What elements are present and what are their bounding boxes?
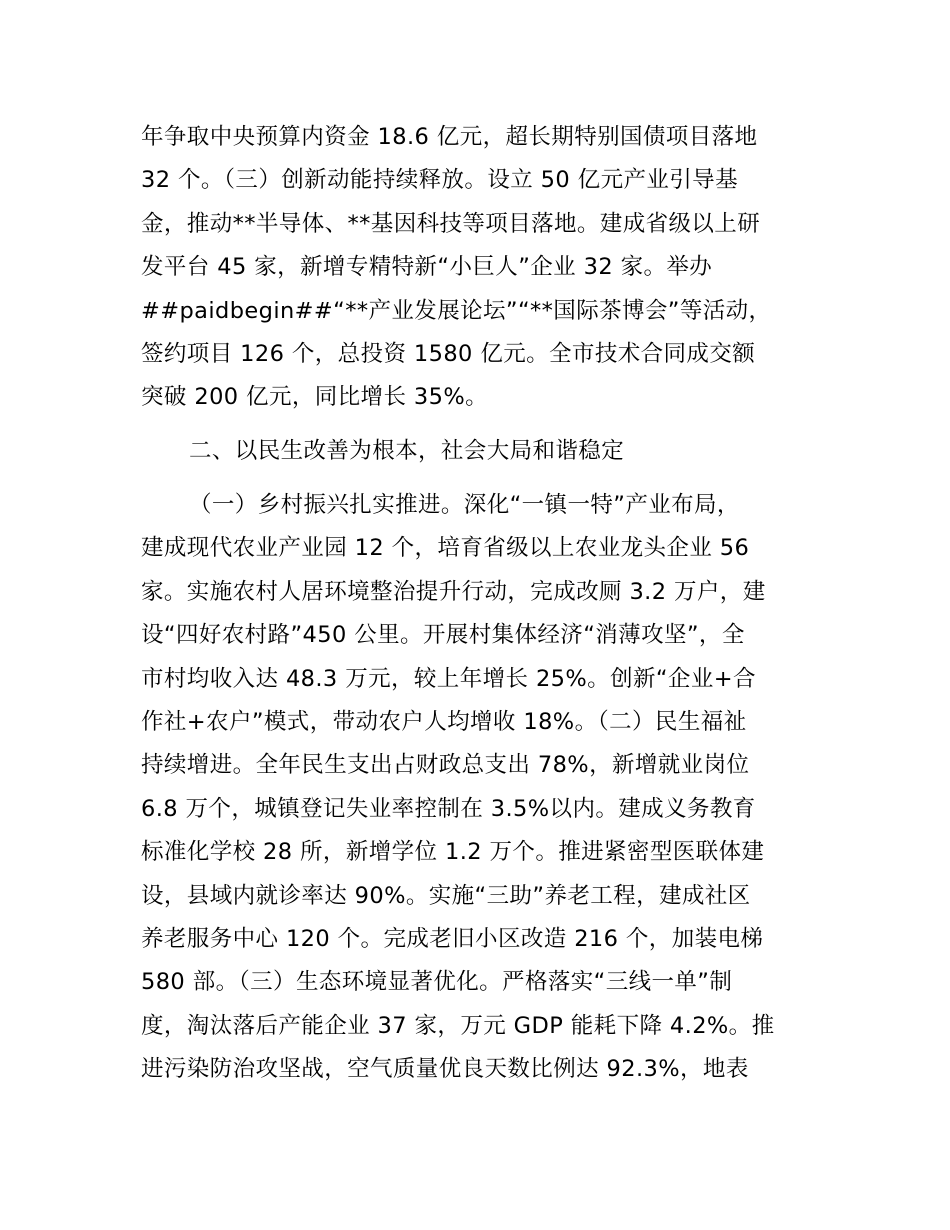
text-line: 签约项目 126 个，总投资 1580 亿元。全市技术合同成交额 (141, 340, 756, 367)
text-line: 32 个。（三）创新动能持续释放。设立 50 亿元产业引导基 (141, 167, 738, 194)
text-line: 设，县域内就诊率达 90%。实施“三助”养老工程，建成社区 (141, 882, 751, 909)
text-line: 市村均收入达 48.3 万元，较上年增长 25%。创新“企业+合 (141, 665, 756, 692)
text-line: 年争取中央预算内资金 18.6 亿元，超长期特别国债项目落地 (141, 124, 758, 150)
paragraph-innovation (141, 116, 841, 420)
text-line: 养老服务中心 120 个。完成老旧小区改造 216 个，加装电梯 (141, 925, 764, 952)
text-line: 持续增进。全年民生支出占财政总支出 78%，新增就业岗位 (141, 752, 750, 779)
text-line: ##paidbegin##“**产业发展论坛”“**国际茶博会”等活动， (141, 297, 772, 324)
section-heading: 二、以民生改善为根本，社会大局和谐稳定 (189, 438, 625, 464)
text-line: 作社+农户”模式，带动农户人均增收 18%。（二）民生福祉 (141, 708, 747, 735)
text-line: 突破 200 亿元，同比增长 35%。 (141, 384, 489, 411)
text-line: 设“四好农村路”450 公里。开展村集体经济“消薄攻坚”，全 (141, 622, 745, 649)
text-line: （一）乡村振兴扎实推进。深化“一镇一特”产业布局， (189, 492, 740, 518)
text-line: 度，淘汰落后产能企业 37 家，万元 GDP 能耗下降 4.2%。推 (141, 1012, 775, 1039)
text-line: 580 部。（三）生态环境显著优化。严格落实“三线一单”制 (141, 969, 733, 996)
paragraph-livelihood (141, 484, 841, 1091)
text-line: 发平台 45 家，新增专精特新“小巨人”企业 32 家。举办 (141, 254, 713, 281)
text-line: 6.8 万个，城镇登记失业率控制在 3.5%以内。建成义务教育 (141, 795, 756, 822)
text-line: 进污染防治攻坚战，空气质量优良天数比例达 92.3%，地表 (141, 1056, 749, 1083)
text-line: 建成现代农业产业园 12 个，培育省级以上农业龙头企业 56 (141, 535, 750, 562)
text-line: 金，推动**半导体、**基因科技等项目落地。建成省级以上研 (141, 210, 761, 237)
text-line: 家。实施农村人居环境整治提升行动，完成改厕 3.2 万户，建 (141, 578, 766, 605)
text-line: 标准化学校 28 所，新增学位 1.2 万个。推进紧密型医联体建 (141, 839, 765, 866)
